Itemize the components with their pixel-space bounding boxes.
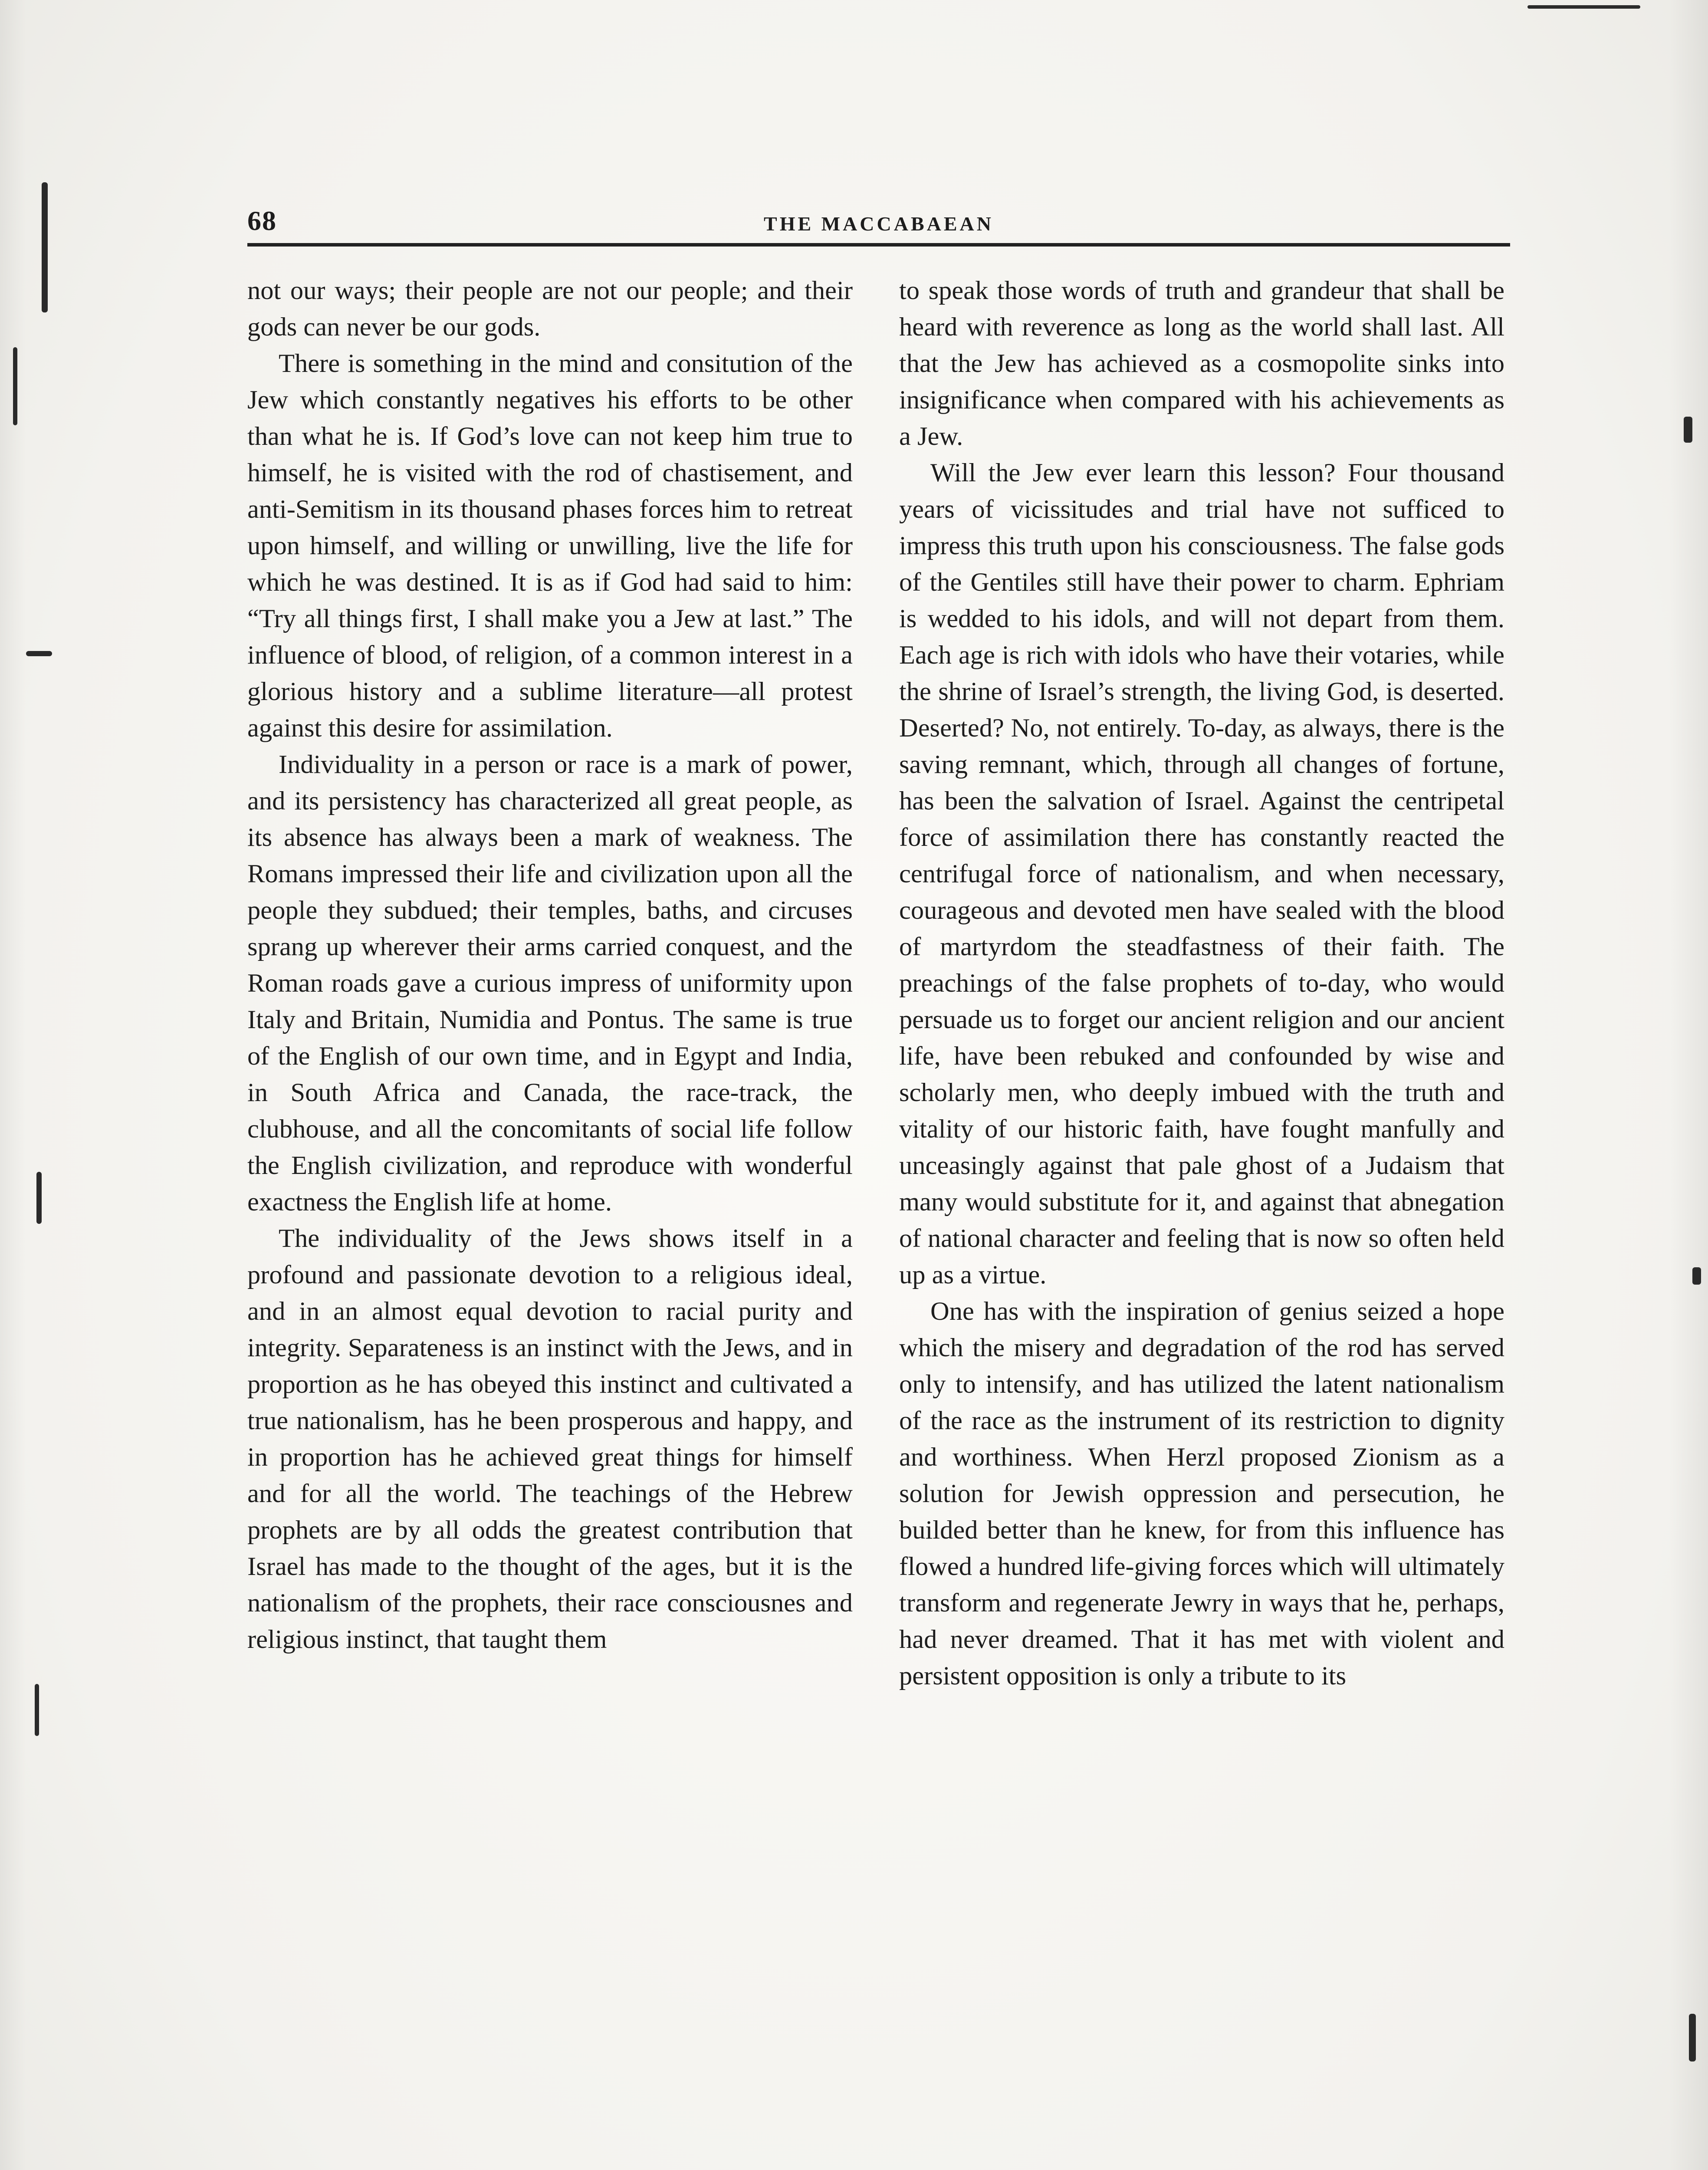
paragraph: to speak those words of truth and grandeur that shall be heard with reverence as long as the world shall last. All that the Jew has achieved as a cosmopolite sinks into insignificance when compared with his achievements as a Jew. xyxy=(899,276,1504,451)
scan-mark xyxy=(13,347,17,425)
scan-mark xyxy=(42,182,48,312)
scan-mark xyxy=(1689,2014,1696,2062)
scan-mark xyxy=(36,1172,42,1224)
scan-mark xyxy=(1527,5,1640,9)
scan-mark xyxy=(26,651,52,656)
scan-mark xyxy=(35,1684,39,1736)
page-number: 68 xyxy=(247,205,277,236)
paragraph: Individuality in a person or race is a mark of power, and its persistency has characterized all great people, as its absence has always been a mark of weakness. The Romans impressed their life and civilization upon all the people they subdued; their temples, baths, and circuses sprang up wherever their arms carried conquest, and the Roman roads gave a curious impress of uniformity upon Italy and Britain, Numidia and Pontus. The same is true of the English of our own time, and in Egypt and India, in South Africa and Canada, the race-track, the clubhouse, and all the concomitants of social life follow the English civilization, and reproduce with wonderful exactness the English life at home. xyxy=(247,750,853,1217)
page-header xyxy=(247,205,1510,247)
scan-mark xyxy=(1692,1267,1701,1285)
paragraph: Will the Jew ever learn this lesson? Four thousand years of vicissitudes and trial have not sufficed to impress this truth upon his consciousness. The false gods of the Gentiles still have their power to charm. Ephriam is wedded to his idols, and will not depart from them. Each age is rich with idols who have their votaries, while the shrine of Israel’s strength, the living God, is deserted. Deserted? No, not entirely. To-day, as always, there is the saving remnant, which, through all changes of fortune, has been the salvation of Israel. Against the centripetal force of assimilation there has constantly reacted the centrifugal force of nationalism, and when necessary, courageous and devoted men have sealed with the blood of martyrdom the steadfastness of their faith. The preachings of the false prophets of to-day, who would persuade us to forget our ancient religion and our ancient life, have been rebuked and confounded by wise and scholarly men, who deeply imbued with the truth and vitality of our historic faith, have fought manfully and unceasingly against that pale ghost of a Judaism that many would substitute for it, and against that abnegation of national character and feeling that is now so often held up as a virtue. xyxy=(899,458,1504,1289)
paragraph: One has with the inspiration of genius seized a hope which the misery and degradation of the rod has served only to intensify, and has utilized the latent nationalism of the race as the instrument of its restriction to dignity and worthiness. When Herzl proposed Zionism as a solution for Jewish oppression and persecution, he builded better than he knew, for from this influence has flowed a hundred life-giving forces which will ultimately transform and regenerate Jewry in ways that he, perhaps, had never dreamed. That it has met with violent and persistent opposition is only a tribute to its xyxy=(899,1297,1504,1690)
paragraph: There is something in the mind and consitution of the Jew which constantly negatives his efforts to be other than what he is. If God’s love can not keep him true to himself, he is visited with the rod of chastisement, and anti-Semitism in its thousand phases forces him to retreat upon himself, and willing or unwilling, live the life for which he was destined. It is as if God had said to him: “Try all things first, I shall make you a Jew at last.” The influence of blood, of religion, of a common interest in a glorious history and a sublime literature—all protest against this desire for assimilation. xyxy=(247,349,853,743)
right-column xyxy=(899,273,1504,1694)
scan-edge-right xyxy=(1669,0,1708,2170)
left-column xyxy=(247,273,853,1658)
scan-edge-left xyxy=(0,0,26,2170)
paragraph: not our ways; their people are not our people; and their gods can never be our gods. xyxy=(247,276,853,342)
paragraph: The individuality of the Jews shows itself in a profound and passionate devotion to a religious ideal, and in an almost equal devotion to racial purity and integrity. Separateness is an instinct with the Jews, and in proportion as he has obeyed this instinct and cultivated a true nationalism, has he been prosperous and happy, and in proportion has he achieved great things for himself and for all the world. The teachings of the Hebrew prophets are by all odds the greatest contribution that Israel has made to the thought of the ages, but it is the nationalism of the prophets, their race consciousnes and religious instinct, that taught them xyxy=(247,1224,853,1654)
running-title: THE MACCABAEAN xyxy=(764,213,994,235)
scan-mark xyxy=(1684,417,1692,443)
